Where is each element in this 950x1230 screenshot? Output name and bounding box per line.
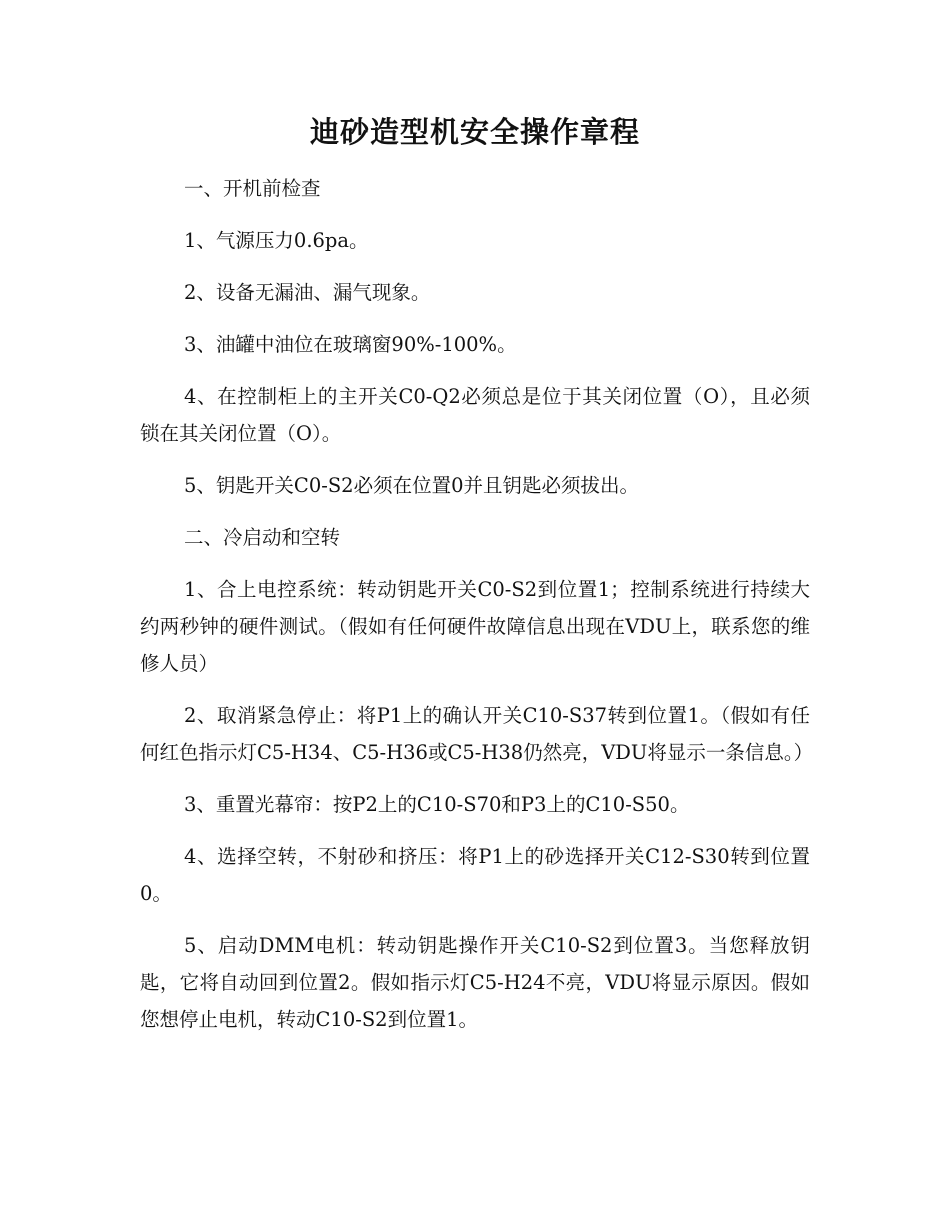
list-item: 4、选择空转，不射砂和挤压：将P1上的砂选择开关C12-S30转到位置0。 (140, 845, 810, 905)
list-item: 1、气源压力0.6pa。 (184, 229, 369, 252)
document-title: 迪砂造型机安全操作章程 (309, 115, 640, 149)
list-item: 2、取消紧急停止：将P1上的确认开关C10-S37转到位置1。（假如有任何红色指示灯C5-H34、C5-H36或C5-H38仍然亮，VDU将显示一条信息。） (140, 704, 814, 764)
section-heading-pre-start-check: 一、开机前检查 (184, 177, 321, 200)
section-heading-cold-start: 二、冷启动和空转 (184, 526, 341, 549)
list-item: 2、设备无漏油、漏气现象。 (184, 281, 431, 304)
list-item: 1、合上电控系统：转动钥匙开关C0-S2到位置1；控制系统进行持续大约两秒钟的硬件测试。（假如有任何硬件故障信息出现在VDU上，联系您的维修人员） (140, 578, 810, 675)
list-item: 3、重置光幕帘：按P2上的C10-S70和P3上的C10-S50。 (184, 793, 690, 816)
list-item: 4、在控制柜上的主开关C0-Q2必须总是位于其关闭位置（O），且必须锁在其关闭位置（O）。 (140, 385, 810, 445)
list-item: 3、油罐中油位在玻璃窗90%-100%。 (184, 333, 517, 356)
document-page (140, 108, 814, 1038)
list-item: 5、钥匙开关C0-S2必须在位置0并且钥匙必须拔出。 (184, 474, 639, 497)
list-item: 5、启动DMM电机：转动钥匙操作开关C10-S2到位置3。当您释放钥匙，它将自动回到位置2。假如指示灯C5-H24不亮，VDU将显示原因。假如您想停止电机，转动C10-S2到位置1。 (140, 934, 810, 1031)
